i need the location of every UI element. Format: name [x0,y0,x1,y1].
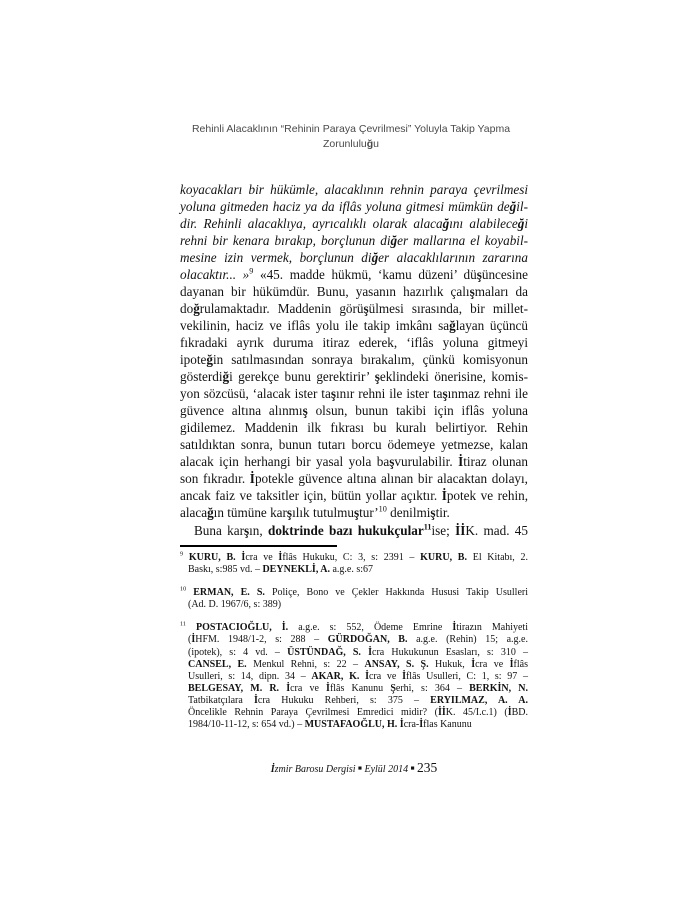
substituted-glyph: İ [437,707,442,719]
substituted-glyph: Ğ [335,646,344,658]
substituted-glyph: ş [374,369,380,384]
footnotes-section [180,552,528,742]
text-line [180,552,528,564]
substituted-glyph: İ [402,670,406,682]
text-line [180,671,528,683]
text-segment: KURU, B. [420,552,467,563]
text-line [180,215,528,232]
closing-paragraph [180,522,528,539]
text-line [180,622,528,634]
text-line [180,368,528,385]
text-segment: güvence altına alınmış olsun, bunun takibi için iflâs yoluna [180,403,528,418]
text-line [180,522,528,539]
substituted-glyph: İ [254,694,258,706]
text-segment: Öncelikle Rehnin Paraya Çevrilmesi Emredici midir? (İİK. 45/I.c.1) (İBD. [188,707,528,719]
text-segment: 9 [249,266,254,276]
text-line [180,351,528,368]
text-segment: İcra ve İflâs Hukuku, C: 3, s: 2391 – [241,552,421,563]
text-segment: CANSEL, E. [188,658,247,670]
text-segment: ancak faiz ve taksitler için, bütün yollar açıktır. İpotek ve rehin, [180,488,528,503]
text-segment: 11 [423,522,432,532]
text-segment: 10 [180,585,187,593]
text-segment: DEYNEKLİ, A. [262,564,330,576]
text-segment: Hukuk, İcra ve İflâs [428,658,528,670]
substituted-glyph: İ [241,552,246,563]
substituted-glyph: Ş [420,658,427,670]
substituted-glyph: İ [419,719,424,731]
text-segment: yoluna gitmeden haciz ya da iflâs yoluna gitmesi mümkün değil- [180,199,528,214]
text-segment: ERYILMAZ, A. A. [430,694,528,706]
text-segment: ERMAN, E. S. [193,587,265,599]
substituted-glyph: ğ [442,216,450,231]
substituted-glyph: ş [476,267,482,282]
text-segment: a.g.e. (Rehin) 15; a.g.e. [407,634,528,646]
text-segment: (İHFM. 1948/1-2, s: 288 – [188,634,328,646]
substituted-glyph: ğ [193,301,200,316]
text-segment: 10 [378,504,387,514]
text-segment: Poliçe, Bono ve Çekler Hakkında Hususi Takip Usulleri [264,587,528,599]
substituted-glyph: İ [458,454,464,469]
substituted-glyph: ş [302,403,308,418]
text-segment [186,622,196,633]
page-footer [180,761,528,777]
substituted-glyph: ğ [366,137,374,150]
text-segment: vekilinin, haciz ve iflâs yolu ile takip imkânı sağlayan üçüncü [180,318,528,333]
text-segment: AKAR, K. [311,670,360,682]
running-header-title [176,122,526,151]
text-line [180,634,528,646]
text-segment: koyacakları bir hükümle, alacaklının rehnin paraya çevrilmesi [180,182,528,197]
footnote-11 [180,622,528,731]
substituted-glyph: İ [270,764,275,775]
text-segment: İcra-İflas Kanunu [399,719,472,731]
text-segment: ipoteğin satılmasından sonraya bırakalım, çünkü komisyonun [180,352,528,367]
substituted-glyph: ğ [222,369,230,384]
text-segment: son fıkradır. İpotekle güvence altına alınan bir alacaktan dolayı, [180,471,528,486]
text-segment: denilmiştir. [386,505,450,520]
substituted-glyph: ş [363,301,369,316]
substituted-glyph: ş [469,284,475,299]
substituted-glyph: ş [430,505,436,520]
substituted-glyph: Ğ [247,622,256,634]
substituted-glyph: İ [441,707,446,719]
text-segment: (Ad. D. 1967/6, s: 389) [188,599,282,611]
text-segment: 235 [417,760,438,775]
substituted-glyph: ğ [509,199,517,214]
substituted-glyph: İ [507,707,512,719]
substituted-glyph: İ [278,552,283,563]
text-line [180,487,528,504]
text-segment: satıldıktan sonra, bunun tutarı borcu ödemeye yetmezse, kalan [180,437,528,452]
substituted-glyph: ş [286,505,293,520]
text-line [180,266,528,283]
text-line [180,719,528,731]
text-segment: BELGESAY, M. R. [188,682,280,694]
text-segment: El Kitabı, 2. [466,552,529,563]
text-line [180,283,528,300]
text-line [180,419,528,436]
text-segment: yon sözcüsü, ‘alacak ister taşınır rehni ile ister taşınmaz rehni ile [180,386,528,401]
substituted-glyph: İ [471,658,476,670]
text-line [180,334,528,351]
substituted-glyph: ğ [206,352,213,367]
text-segment: Rehinli Alacaklının “Rehinin Paraya Çevrilmesi” Yoluyla Takip Yapma [191,123,511,135]
footnote-separator-rule [180,545,337,547]
text-line [180,402,528,419]
text-segment: GÜRDOĞAN, B. [327,634,408,646]
text-segment: ■ [358,765,362,772]
substituted-glyph: İ [191,634,196,646]
substituted-glyph: İ [452,622,457,634]
text-segment: Baskı, s:985 vd. – [188,564,263,576]
text-line [180,436,528,453]
text-segment: İzmir Barosu Dergisi [270,764,356,775]
substituted-glyph: Ş [390,682,396,694]
text-line [180,453,528,470]
text-segment: gösterdiği gerekçe bunu gerektirir’ şeklindeki önerisine, komis- [180,369,528,384]
substituted-glyph: ş [243,523,250,538]
text-segment: POSTACIOĞLU, İ. [196,622,289,634]
substituted-glyph: ğ [390,233,398,248]
text-segment: Menkul Rehni, s: 22 – [246,658,365,670]
text-segment: doktrinde bazı hukukçular [268,523,424,538]
text-segment: fıkradaki ayrık duruma itiraz ederek, ‘iflâs yoluna gitmeyi [180,335,528,350]
text-segment: dayanan bir hükümdür. Bunu, yasanın hazırlık çalışmaları da [180,284,528,299]
text-segment: alacak için herhangi bir yasal yola başvurulabilir. İtiraz olunan [180,454,528,469]
text-line [180,385,528,402]
substituted-glyph: ğ [371,250,379,265]
text-segment: ANSAY, S. Ş. [364,658,429,670]
main-text [180,181,528,539]
substituted-glyph: İ [326,682,330,694]
substituted-glyph: ğ [207,505,214,520]
text-segment: Tatbikatçılara İcra Hukuku Rehberi, s: 375 – [188,694,431,706]
text-segment: alacağın tümüne karşılık tutulmuştur’ [180,505,379,520]
substituted-glyph: İ [286,682,291,694]
substituted-glyph: İ [509,658,514,670]
substituted-glyph: ş [389,454,395,469]
text-segment: dir. Rehinli alacaklıya, ayrıcalıklı olarak alacağını alabileceği [180,216,528,231]
text-segment: 1984/10-11-12, s: 654 vd.) – [188,719,305,731]
text-line [180,198,528,215]
substituted-glyph: İ [497,682,502,694]
text-segment: olacaktır... » [180,267,250,282]
text-line [180,599,528,611]
text-line [180,683,528,695]
substituted-glyph: ğ [517,216,525,231]
text-segment: BERKİN, N. [469,682,528,694]
text-line [180,587,528,599]
substituted-glyph: İ [399,719,404,731]
substituted-glyph: ğ [449,318,456,333]
substituted-glyph: İ [455,523,461,538]
text-line [180,564,528,576]
substituted-glyph: Ğ [364,634,373,646]
text-line [176,122,526,137]
text-line [180,761,528,777]
substituted-glyph: İ [249,471,255,486]
substituted-glyph: ş [353,505,360,520]
footnote-10 [180,587,528,611]
substituted-glyph: İ [281,622,286,634]
footnote-9 [180,552,528,576]
text-segment: İcra ve İflâs Usulleri, C: 1, s: 97 – [365,670,528,682]
substituted-glyph: Ğ [360,719,369,731]
text-segment: (ipotek), s: 4 vd. – [188,646,288,658]
substituted-glyph: ş [330,386,336,401]
text-line [180,181,528,198]
substituted-glyph: İ [311,564,316,576]
text-line [180,300,528,317]
text-line [180,659,528,671]
text-segment: doğrulamaktadır. Maddenin görüşülmesi sırasında, bir millet- [180,301,528,316]
text-line [180,647,528,659]
text-segment: ■ [410,765,415,772]
text-segment: KURU, B. [188,552,236,563]
text-segment: a.g.e. s: 552, Ödeme Emrine İtirazın Mahiyeti [288,622,528,634]
text-segment: MUSTAFAOĞLU, H. [304,719,398,731]
substituted-glyph: İ [365,670,369,682]
text-segment: Buna karşın, [194,523,268,538]
text-segment: İcra Hukukunun Esasları, s: 310 – [368,646,529,658]
substituted-glyph: İ [441,488,447,503]
text-segment: «45. madde hükmü, ‘kamu düzeni’ düşüncesine [253,267,528,282]
text-segment: 9 [180,550,184,558]
text-line [180,317,528,334]
text-segment: mesine izin vermek, borçlunun diğer alacaklılarının zararına [180,250,528,265]
text-segment: Usulleri, s: 14, dipn. 34 – [188,670,312,682]
substituted-glyph: ş [442,386,448,401]
substituted-glyph: İ [368,646,372,658]
text-line [180,707,528,719]
text-line [180,232,528,249]
substituted-glyph: İ [460,523,466,538]
text-segment: 11 [180,621,186,629]
text-line [180,470,528,487]
text-segment: Eylül 2014 [364,764,409,775]
quoted-passage-paragraph [180,181,528,521]
text-line [176,137,526,152]
text-segment: rehni bir kenara bırakıp, borçlunun diğer mallarına el koyabil- [180,233,529,248]
text-segment: a.g.e. s:67 [329,564,374,576]
text-line [180,504,528,521]
text-segment: Zorunluluğu [322,137,380,150]
text-segment: gidilemez. Maddenin ilk fıkrası bu kuralı belirtiyor. Rehin [180,420,528,435]
text-line [180,249,528,266]
text-line [180,695,528,707]
text-segment: ise; İİK. mad. 45 [431,523,528,538]
text-segment: İcra ve İflâs Kanunu Şerhi, s: 364 – [286,682,470,694]
text-segment: ÜSTÜNDAĞ, S. [287,646,361,658]
